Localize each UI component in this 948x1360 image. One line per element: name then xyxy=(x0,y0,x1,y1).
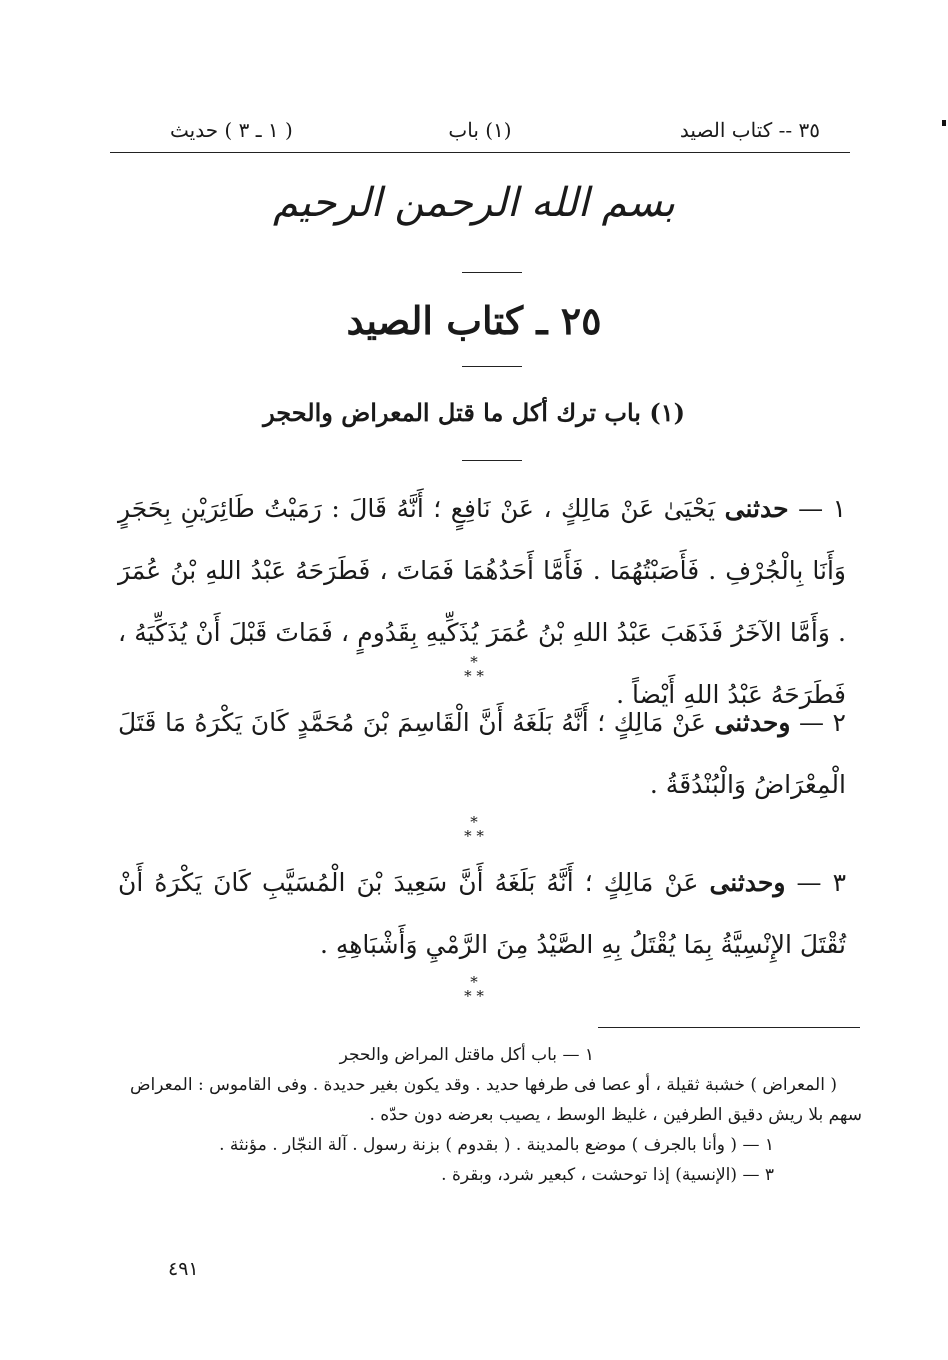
hadith-number: ١ — xyxy=(798,494,846,523)
chapter-title: (١) باب ترك أكل ما قتل المعراض والحجر xyxy=(263,398,685,427)
header-hadith-range: ( ١ ـ ٣ ) حديث xyxy=(170,118,293,142)
separator-stars xyxy=(0,815,948,843)
title-rule-top xyxy=(462,272,522,273)
chapter-rule xyxy=(462,460,522,461)
book-title: ٢٥ ـ كتاب الصيد xyxy=(346,298,602,343)
bismillah-calligraphy: بسم الله الرحمن الرحيم xyxy=(272,180,676,226)
footnote-line: ١ — ( وأنا بالجرف ) موضع بالمدينة . ( بقدوم ) بزنة رسول . آلة النجّار . مؤنثة . xyxy=(219,1135,774,1155)
running-header xyxy=(110,112,850,152)
star-mark: * xyxy=(470,973,478,991)
hadith-lead: وحدثنى xyxy=(714,708,791,737)
separator-stars xyxy=(0,975,948,1003)
hadith-2 xyxy=(118,692,846,816)
footnote-heading: ١ — باب أكل ماقتل المراض والحجر xyxy=(339,1045,594,1065)
star-mark: * xyxy=(470,813,478,831)
hadith-text: عَنْ مَالِكٍ ؛ أَنَّهُ بَلَغَهُ أَنَّ الْقَاسِمَ بْنَ مُحَمَّدٍ كَانَ يَكْرَهُ مَا قَتَلَ الْمِعْرَاضُ وَالْبُنْدُقَةُ . xyxy=(118,708,846,799)
header-book-label: ٣٥ -- كتاب الصيد xyxy=(679,118,820,142)
star-mark: * * xyxy=(464,827,484,845)
hadith-text: يَحْيَىٰ عَنْ مَالِكٍ ، عَنْ نَافِعٍ ؛ أَنَّهُ قَالَ : رَمَيْتُ طَائِرَيْنِ بِحَجَرٍ وَأَنَا بِالْجُرْفِ . فَأَصَبْتُهُمَا . فَأَمَّا أَحَدُهُمَا فَمَاتَ ، فَطَرَحَهُ عَبْدُ اللهِ بْنُ عُمَرَ . وَأَمَّا الآخَرُ فَذَهَبَ عَبْدُ اللهِ بْنُ عُمَرَ يُذَكِّيهِ بِقَدُومٍ ، فَمَاتَ قَبْلَ أَنْ يُذَكِّيَهُ ، فَطَرَحَهُ عَبْدُ اللهِ أَيْضاً . xyxy=(118,494,846,709)
hadith-lead: حدثنى xyxy=(724,494,789,523)
hadith-text: عَنْ مَالِكٍ ؛ أَنَّهُ بَلَغَهُ أَنَّ سَعِيدَ بْنَ الْمُسَيَّبِ كَانَ يَكْرَهُ أَنْ تُقْتَلَ الإِنْسِيَّةُ بِمَا يُقْتَلُ بِهِ الصَّيْدُ مِنَ الرَّمْيِ وَأَشْبَاهِهِ . xyxy=(118,868,846,959)
hadith-3 xyxy=(118,852,846,976)
header-rule xyxy=(110,152,850,153)
star-mark: * * xyxy=(464,667,484,685)
header-chapter-label: (١) باب xyxy=(448,118,512,142)
hadith-number: ٢ — xyxy=(799,708,846,737)
page-number: ٤٩١ xyxy=(168,1258,199,1280)
star-mark: * * xyxy=(464,987,484,1005)
footnote-rule xyxy=(598,1027,860,1028)
footnote-line: ٣ — (الإنسية) إذا توحشت ، كبعير شرد، وبقرة . xyxy=(441,1165,774,1185)
footnote-line: ( المعراض ) خشبة ثقيلة ، أو عصا فى طرفها حديد . وقد يكون بغير حديدة . وفى القاموس : المعراض xyxy=(129,1075,837,1095)
separator-stars xyxy=(0,655,948,683)
footnote-line: سهم بلا ريش دقيق الطرفين ، غليظ الوسط ، يصيب بعرضه دون حدّه . xyxy=(369,1105,862,1125)
scan-edge-mark xyxy=(942,120,946,126)
star-mark: * xyxy=(470,653,478,671)
hadith-lead: وحدثنى xyxy=(709,868,786,897)
hadith-number: ٣ — xyxy=(796,868,847,897)
footnotes xyxy=(110,1040,862,1190)
hadith-1 xyxy=(118,478,846,726)
title-rule-bottom xyxy=(462,366,522,367)
